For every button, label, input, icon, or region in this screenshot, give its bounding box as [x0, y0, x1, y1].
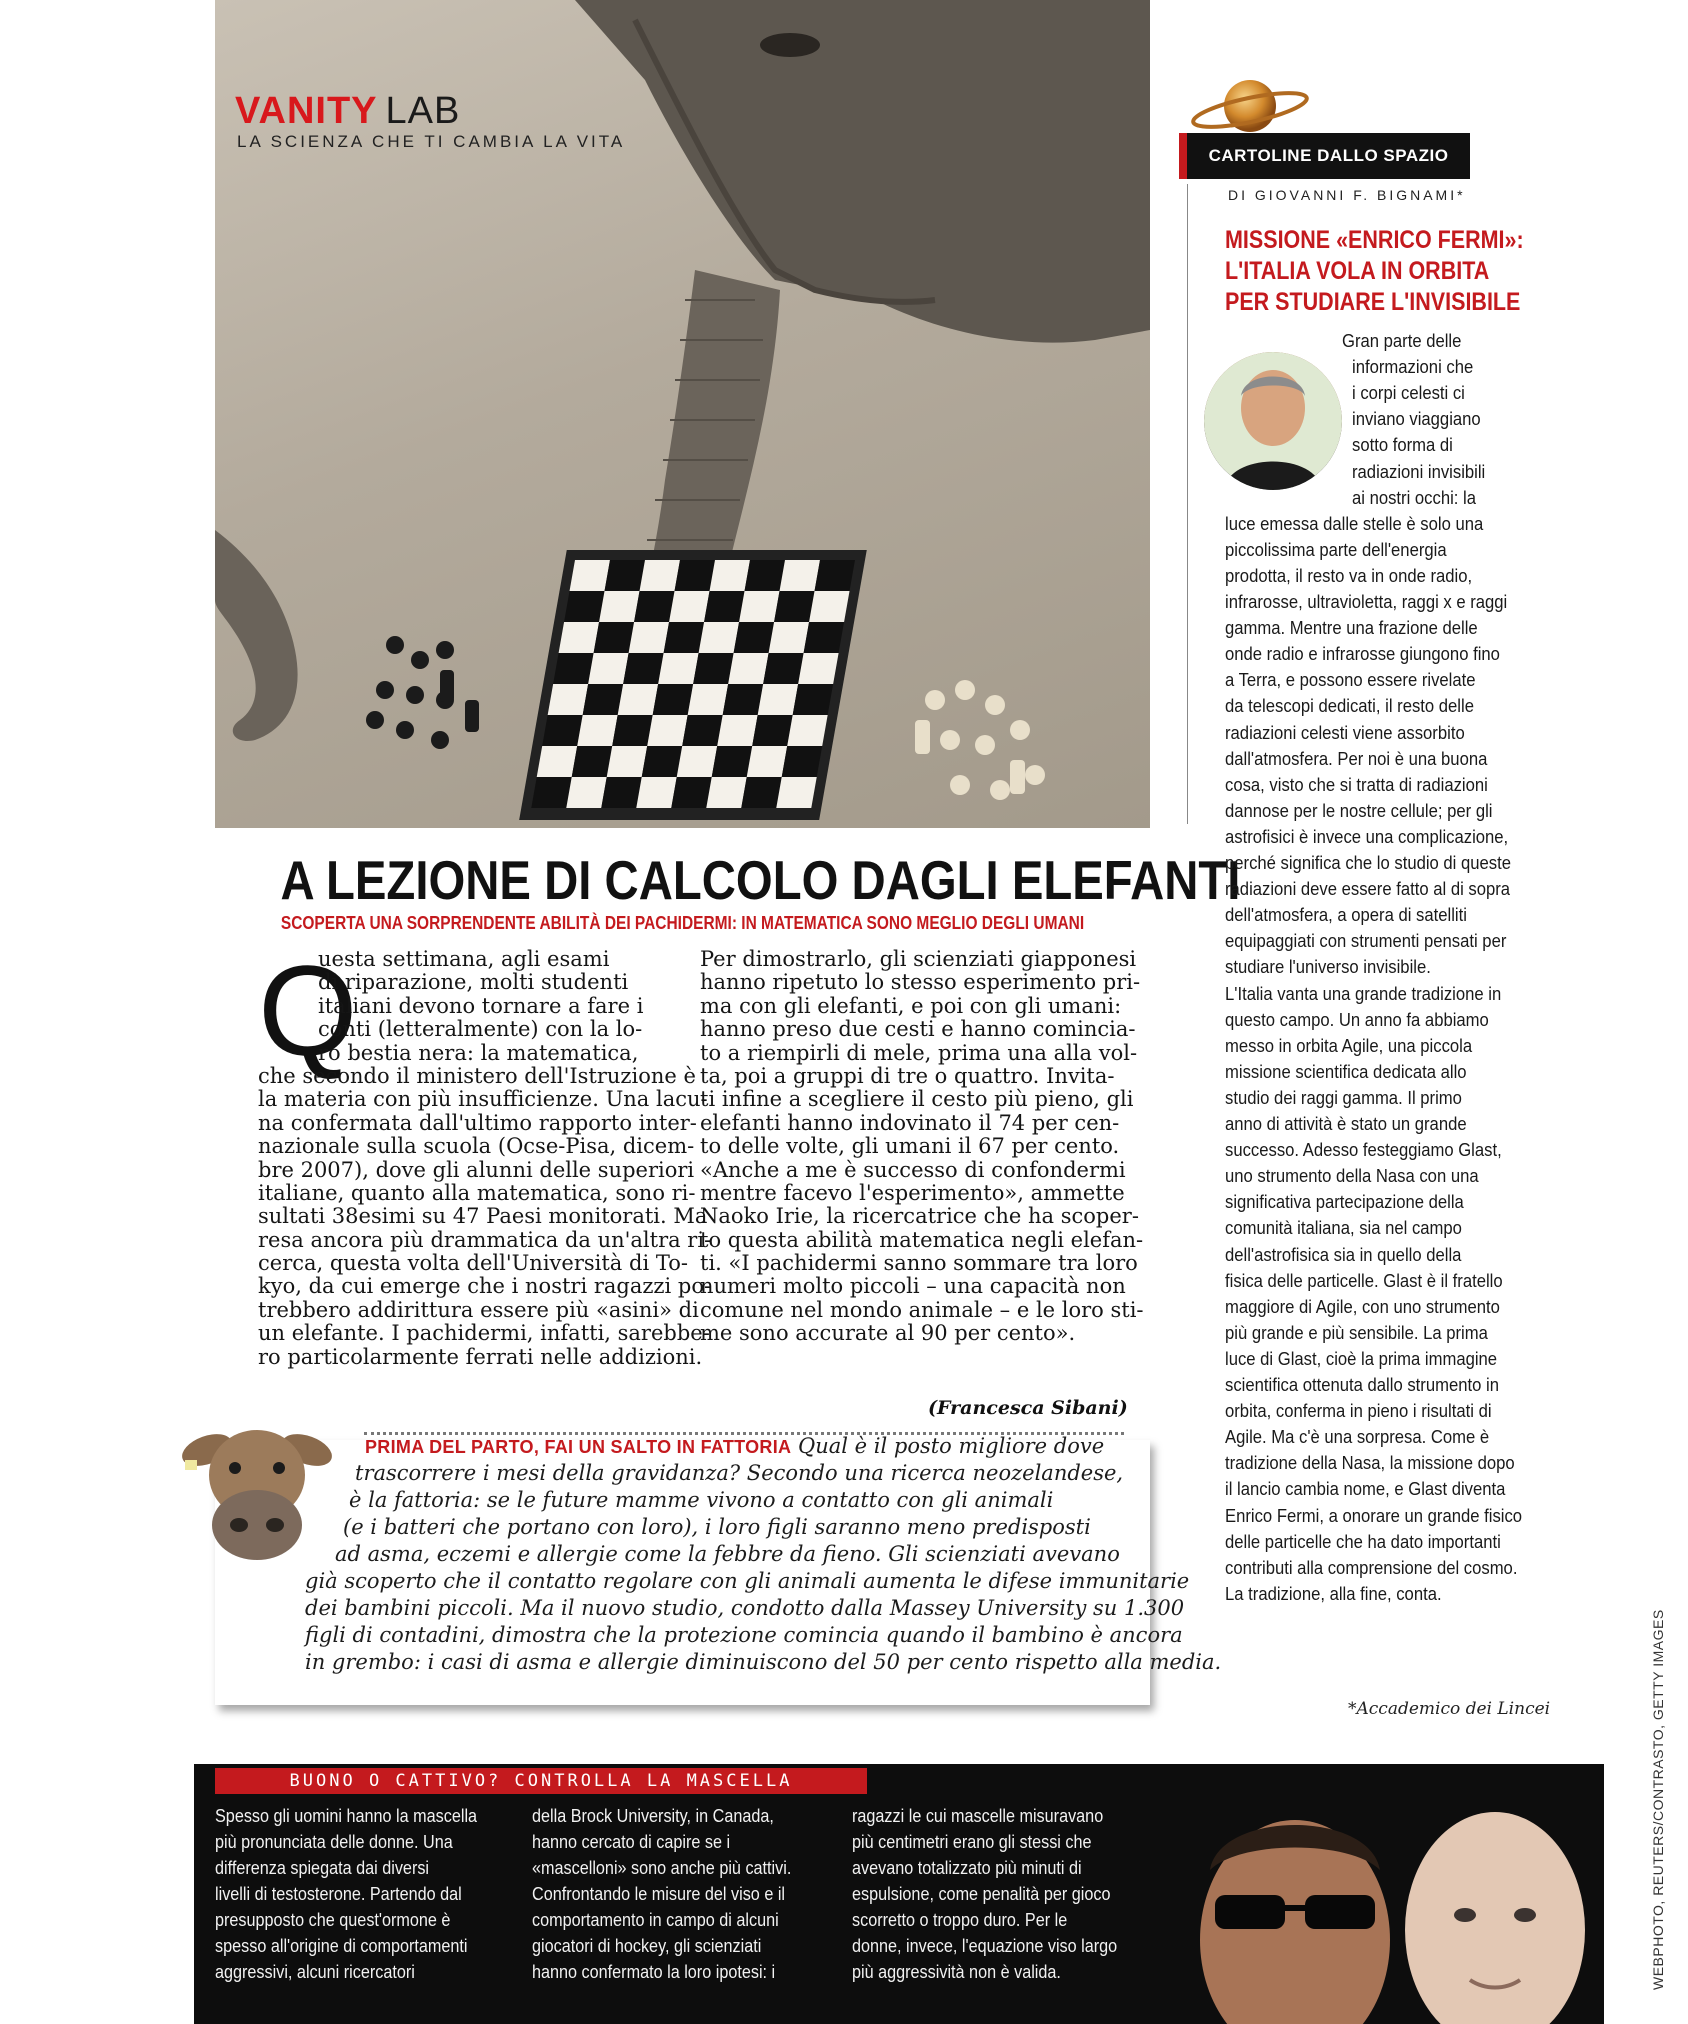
jaw-news-line: livelli di testosterone. Partendo dal: [215, 1884, 462, 1904]
sidebar-body-line: infrarosse, ultravioletta, raggi x e raggi: [1225, 591, 1508, 612]
jaw-news-line: hanno confermato la loro ipotesi: i: [532, 1962, 776, 1982]
sidebar-body-line: messo in orbita Agile, una piccola: [1225, 1034, 1473, 1056]
jaw-news-line: presupposto che quest'ormone è: [215, 1910, 451, 1930]
sidebar-title-line: PER STUDIARE L'INVISIBILE: [1225, 288, 1521, 316]
sidebar-author: DI GIOVANNI F. BIGNAMI*: [1228, 187, 1466, 203]
hero-photo: [215, 0, 1150, 828]
jaw-news-line: ragazzi le cui mascelle misuravano: [852, 1806, 1104, 1826]
jaw-news-line: più aggressività non è valida.: [852, 1962, 1061, 1982]
main-subhead: SCOPERTA UNA SORPRENDENTE ABILITÀ DEI PACHIDERMI: IN MATEMATICA SONO MEGLIO DEGLI UMANI: [280, 913, 1085, 933]
sidebar-body-line: radiazioni invisibili: [1352, 460, 1486, 482]
jaw-news-line: donne, invece, l'equazione viso largo: [852, 1936, 1118, 1956]
main-article-column-2: [700, 947, 1144, 1346]
sidebar-body-line: radiazioni celesti viene assorbito: [1225, 721, 1465, 743]
article-line: elefanti hanno indovinato il 74 per cen-: [700, 1110, 1120, 1135]
farm-news-line: è la fattoria: se le future mamme vivono a contatto con gli animali: [349, 1488, 1054, 1512]
article-line: ma con gli elefanti, e poi con gli umani:: [700, 993, 1122, 1018]
article-line: hanno preso due cesti e hanno comincia-: [700, 1017, 1136, 1042]
article-line: na confermata dall'ultimo rapporto inter-: [258, 1110, 697, 1135]
sidebar-body-line: perché significa che lo studio di queste: [1225, 852, 1512, 873]
photo-credit: WEBPHOTO, REUTERS/CONTRASTO, GETTY IMAGES: [1650, 1609, 1666, 1990]
article-line: kyo, da cui emerge che i nostri ragazzi po-: [258, 1274, 712, 1299]
faces-photo: [1180, 1790, 1604, 2024]
sidebar-body-line: cosa, visto che si tratta di radiazioni: [1225, 773, 1488, 795]
faces-photo-image: [1180, 1790, 1604, 2024]
sidebar-body-line: tradizione della Nasa, la missione dopo: [1225, 1452, 1515, 1474]
article-line: numeri molto piccoli – una capacità non: [700, 1274, 1126, 1299]
article-line: nazionale sulla scuola (Ocse-Pisa, dicem-: [258, 1134, 695, 1159]
sidebar-body-line: maggiore di Agile, con uno strumento: [1225, 1295, 1500, 1317]
article-line: sultati 38esimi su 47 Paesi monitorati. Ma: [258, 1204, 708, 1229]
article-line: un elefante. I pachidermi, infatti, sarebbe-: [258, 1321, 710, 1346]
article-line: comune nel mondo animale – e le loro sti-: [700, 1297, 1144, 1322]
sidebar-body-line: studiare l'universo invisibile.: [1225, 956, 1431, 978]
sidebar-body-line: radiazioni deve essere fatto al di sopra: [1225, 878, 1511, 900]
article-line: italiane, quanto alla matematica, sono ri-: [258, 1180, 696, 1205]
sidebar-body-line: fisica delle particelle. Glast è il fratello: [1225, 1269, 1503, 1291]
article-line: trebbero addirittura essere più «asini» di: [258, 1297, 699, 1322]
farm-news-first-line: [365, 1434, 1104, 1458]
article-line: che secondo il ministero dell'Istruzione è: [258, 1063, 696, 1088]
sidebar-body-line: scientifica ottenuta dallo strumento in: [1225, 1374, 1499, 1395]
article-line: to a riempirli di mele, prima una alla vol-: [700, 1040, 1138, 1065]
article-line: hanno ripetuto lo stesso esperimento pri-: [700, 970, 1141, 995]
sidebar-footnote: *Accademico dei Lincei: [1348, 1699, 1551, 1719]
article-byline: (Francesca Sibani): [928, 1397, 1128, 1419]
article-line: uesta settimana, agli esami: [318, 947, 610, 971]
sidebar-title-line: MISSIONE «ENRICO FERMI»:: [1225, 226, 1524, 254]
sidebar-body-line: contributi alla comprensione del cosmo.: [1225, 1556, 1518, 1578]
article-line: Per dimostrarlo, gli scienziati giapponesi: [700, 947, 1137, 971]
article-line: cerca, questa volta dell'Università di To-: [258, 1251, 688, 1276]
jaw-news-column-3: [852, 1803, 1117, 1985]
sidebar-body-line: da telescopi dedicati, il resto delle: [1225, 695, 1474, 717]
farm-news-title: PRIMA DEL PARTO, FAI UN SALTO IN FATTORIA: [365, 1437, 792, 1457]
jaw-news-line: della Brock University, in Canada,: [532, 1806, 774, 1826]
article-line: ro particolarmente ferrati nelle addizioni.: [258, 1344, 703, 1369]
jaw-news-line: espulsione, come penalità per gioco: [852, 1884, 1111, 1904]
article-line: conti (letteralmente) con la lo-: [318, 1017, 643, 1042]
sidebar-body-line: astrofisici è invece una complicazione,: [1225, 825, 1509, 847]
jaw-news-column-1: [215, 1803, 477, 1985]
main-headline: A LEZIONE DI CALCOLO DAGLI ELEFANTI: [280, 849, 1241, 911]
jaw-news-line: «mascelloni» sono anche più cattivi.: [532, 1858, 792, 1878]
sidebar-body-line: gamma. Mentre una frazione delle: [1225, 617, 1478, 639]
article-line: resa ancora più drammatica da un'altra ri-: [258, 1227, 712, 1252]
cow-head-icon: [177, 1420, 337, 1570]
sidebar-body-line: dell'atmosfera, a opera di satelliti: [1225, 904, 1467, 926]
sidebar-body-line: inviano viaggiano: [1352, 408, 1481, 430]
article-line: la materia con più insufficienze. Una lacu-: [258, 1087, 708, 1112]
sidebar-body-line: a Terra, e possono essere rivelate: [1225, 669, 1476, 691]
farm-news-line: ad asma, eczemi e allergie come la febbre da fieno. Gli scienziati avevano: [335, 1542, 1120, 1566]
sidebar-body-line: L'Italia vanta una grande tradizione in: [1225, 982, 1502, 1004]
author-portrait: [1204, 352, 1342, 490]
farm-news-line: Qual è il posto migliore dove: [798, 1434, 1105, 1458]
article-line: ro bestia nera: la matematica,: [318, 1040, 639, 1065]
article-line: mentre facevo l'esperimento», ammette: [700, 1180, 1125, 1205]
sidebar-body-line: equipaggiati con strumenti pensati per: [1225, 930, 1507, 952]
article-line: italiani devono tornare a fare i: [318, 993, 644, 1018]
article-line: «Anche a me è successo di confondermi: [700, 1157, 1126, 1182]
sidebar-body-line: luce emessa dalle stelle è solo una: [1225, 512, 1484, 534]
sidebar-body-line: La tradizione, alla fine, conta.: [1225, 1582, 1442, 1604]
farm-news-line: figli di contadini, dimostra che la protezione comincia quando il bambino è ancora: [305, 1623, 1183, 1647]
sidebar-body-line: onde radio e infrarosse giungono fino: [1225, 643, 1500, 665]
brand-name-part2: LAB: [385, 90, 461, 132]
article-line: to questa abilità matematica negli elefan-: [700, 1227, 1144, 1252]
sidebar-divider: [1187, 184, 1188, 824]
sidebar-body-line: significativa partecipazione della: [1225, 1191, 1464, 1213]
sidebar-body-line: studio dei raggi gamma. Il primo: [1225, 1086, 1462, 1108]
farm-news-line: in grembo: i casi di asma e allergie diminuiscono del 50 per cento rispetto alla media.: [305, 1650, 1222, 1674]
farm-news-line: dei bambini piccoli. Ma il nuovo studio, condotto dalla Massey University su 1.300: [305, 1596, 1185, 1620]
farm-news-line: già scoperto che il contatto regolare con gli animali aumenta le difese immunitarie: [305, 1569, 1190, 1593]
brand-tagline: LA SCIENZA CHE TI CAMBIA LA VITA: [237, 132, 626, 151]
sidebar-title: [1225, 225, 1524, 318]
article-line: ta, poi a gruppi di tre o quattro. Invita-: [700, 1063, 1115, 1088]
farm-news-line: (e i batteri che portano con loro), i loro figli saranno meno predisposti: [343, 1515, 1091, 1539]
sidebar-body-line: dall'atmosfera. Per noi è una buona: [1225, 747, 1488, 769]
jaw-news-line: scorretto o troppo duro. Per le: [852, 1910, 1068, 1930]
sidebar-body-line: orbita, conferma in pieno i risultati di: [1225, 1400, 1492, 1422]
sidebar-body-line: informazioni che: [1352, 356, 1474, 378]
jaw-news-line: comportamento in campo di alcuni: [532, 1910, 779, 1930]
sidebar-body-line: prodotta, il resto va in onde radio,: [1225, 564, 1473, 586]
article-line: ti. «I pachidermi sanno sommare tra loro: [700, 1251, 1138, 1276]
jaw-news-line: avevano totalizzato più minuti di: [852, 1858, 1082, 1878]
sidebar-body-line: Gran parte delle: [1342, 330, 1462, 351]
article-line: di riparazione, molti studenti: [318, 970, 629, 995]
article-line: bre 2007), dove gli alunni delle superiori: [258, 1157, 695, 1182]
jaw-news-line: più centimetri erano gli stessi che: [852, 1832, 1092, 1852]
jaw-news-column-2: [532, 1803, 791, 1985]
sidebar-body-line: missione scientifica dedicata allo: [1225, 1060, 1467, 1082]
sidebar-body-line: Agile. Ma c'è una sorpresa. Come è: [1225, 1426, 1490, 1448]
sidebar-body-line: anno di attività è stato un grande: [1225, 1113, 1467, 1134]
jaw-news-line: aggressivi, alcuni ricercatori: [215, 1962, 415, 1982]
jaw-news-line: Confrontando le misure del viso e il: [532, 1884, 786, 1904]
sidebar-body-line: il lancio cambia nome, e Glast diventa: [1225, 1478, 1506, 1500]
jaw-news-line: giocatori di hockey, gli scienziati: [532, 1936, 762, 1956]
sidebar-body-line: questo campo. Un anno fa abbiamo: [1225, 1008, 1489, 1030]
brand-name-part1: VANITY: [235, 90, 378, 132]
jaw-news-line: Spesso gli uomini hanno la mascella: [215, 1806, 478, 1826]
article-line: ti infine a scegliere il cesto più pieno, gli: [700, 1087, 1134, 1112]
jaw-news-line: spesso all'origine di comportamenti: [215, 1936, 468, 1956]
article-line: me sono accurate al 90 per cento».: [700, 1321, 1076, 1346]
drop-cap: Q: [258, 940, 358, 1083]
article-line: Naoko Irie, la ricercatrice che ha scoper-: [700, 1204, 1139, 1229]
sidebar-body-line: piccolissima parte dell'energia: [1225, 538, 1447, 560]
farm-news-box: [215, 1434, 1222, 1705]
sidebar-body-line: sotto forma di: [1352, 434, 1453, 456]
sidebar-body-line: dell'astrofisica sia in quello della: [1225, 1243, 1462, 1265]
sidebar-body-line: comunità italiana, sia nel campo: [1225, 1217, 1462, 1239]
sidebar-header: CARTOLINE DALLO SPAZIO: [1187, 133, 1470, 179]
jaw-news-line: differenza spiegata dai diversi: [215, 1858, 430, 1878]
sidebar-body-line: luce di Glast, cioè la prima immagine: [1225, 1347, 1498, 1369]
sidebar-body-line: dannose per le nostre cellule; per gli: [1225, 799, 1493, 821]
saturn-icon: [1190, 70, 1310, 142]
jaw-news-line: hanno cercato di capire se i: [532, 1832, 731, 1852]
brand-logo: [235, 90, 460, 133]
sidebar-body-line: i corpi celesti ci: [1352, 382, 1465, 404]
author-portrait-image: [1204, 352, 1342, 490]
jaw-news-line: più pronunciata delle donne. Una: [215, 1832, 453, 1852]
main-article-column-1: [258, 940, 712, 1369]
sidebar-body-line: delle particelle che ha dato importanti: [1225, 1530, 1501, 1552]
sidebar-body-line: più grande e più sensibile. La prima: [1225, 1321, 1488, 1343]
sidebar-body-line: Enrico Fermi, a onorare un grande fisico: [1225, 1504, 1523, 1526]
sidebar-title-line: L'ITALIA VOLA IN ORBITA: [1225, 257, 1490, 285]
jaw-news-header: BUONO O CATTIVO? CONTROLLA LA MASCELLA: [215, 1768, 867, 1794]
sidebar-body-line: ai nostri occhi: la: [1352, 486, 1477, 508]
article-line: to delle volte, gli umani il 67 per cento.: [700, 1134, 1120, 1159]
sidebar-body-line: uno strumento della Nasa con una: [1225, 1165, 1479, 1187]
sidebar-body-line: successo. Adesso festeggiamo Glast,: [1225, 1139, 1502, 1161]
farm-news-line: trascorrere i mesi della gravidanza? Secondo una ricerca neozelandese,: [355, 1461, 1124, 1485]
